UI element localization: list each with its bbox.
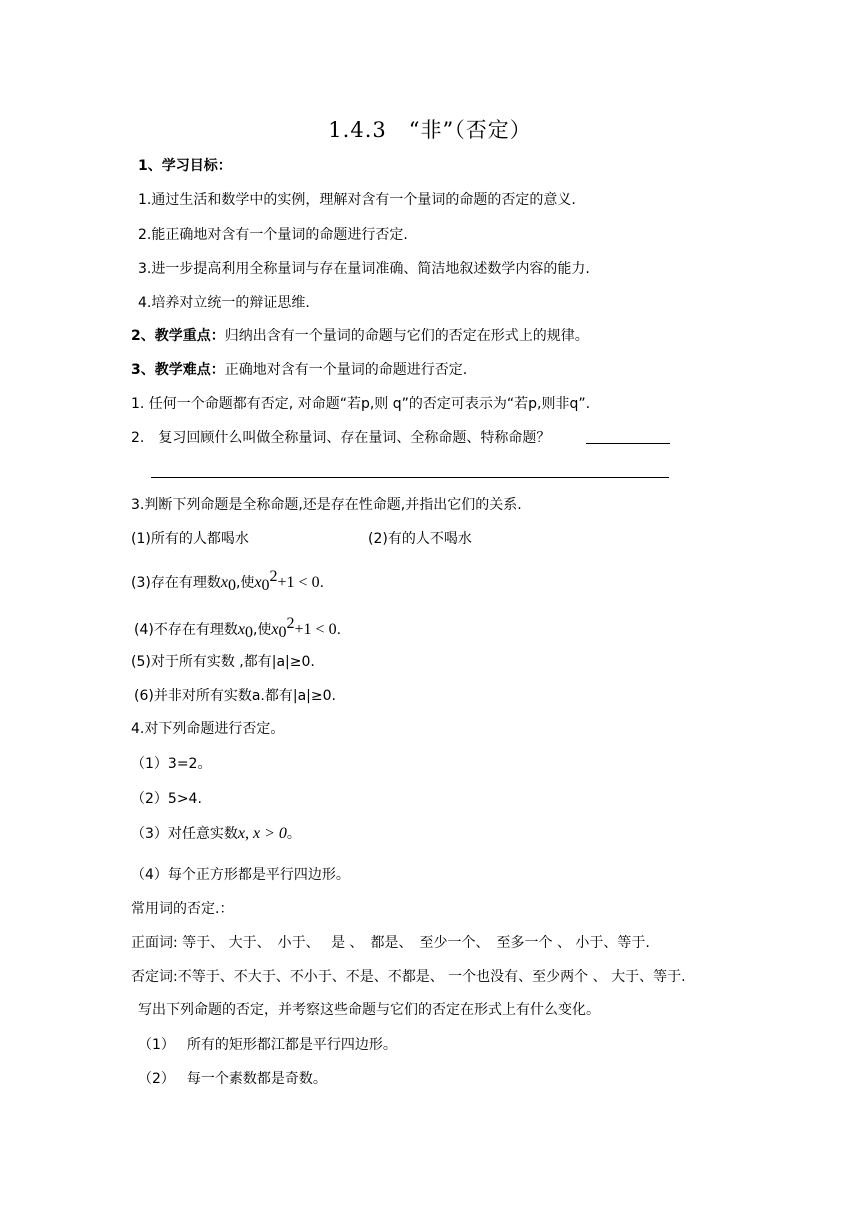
key-point-text: 归纳出含有一个量词的命题与它们的否定在形式上的规律。 [224,328,589,344]
objective-item: 3.进一步提高利用全称量词与存在量词准确、简洁地叙述数学内容的能力. [138,261,590,277]
difficulty-label: 3、教学难点： [131,362,225,378]
q3-item-2: (2)有的人不喝水 [368,531,472,547]
exercise-item-1: （1） 所有的矩形都江都是平行四边形。 [138,1037,397,1053]
q4-item-1: （1）3=2。 [131,756,212,772]
key-point [131,326,589,346]
q3-item-5: (5)对于所有实数 ,都有|a|≥0. [131,654,315,670]
common-words-heading: 常用词的否定.： [131,901,234,917]
objectives-heading: 1、学习目标： [138,158,232,174]
objective-item: 4.培养对立统一的辩证思维. [138,295,310,311]
difficulty-text: 正确地对含有一个量词的命题进行否定. [224,362,468,378]
answer-blank-line [586,443,670,444]
answer-blank-line [151,477,669,478]
page-title: 1.4.3 “非”（否定） [328,118,532,142]
q4-item-2: （2）5>4. [131,791,202,807]
difficulty [131,360,467,380]
q3-item-6: (6)并非对所有实数a.都有|a|≥0. [134,688,336,704]
q3-item-1: (1)所有的人都喝水 [131,531,249,547]
exercise-item-2: （2） 每一个素数都是奇数。 [138,1071,327,1087]
positive-words: 正面词: 等于、 大于、 小于、 是 、 都是、 至少一个、 至多一个 、 小于、等于. [131,935,650,951]
exercise-intro: 写出下列命题的否定，并考察这些命题与它们的否定在形式上有什么变化。 [138,1002,600,1018]
objective-item: 2.能正确地对含有一个量词的命题进行否定. [138,227,408,243]
objective-item: 1.通过生活和数学中的实例，理解对含有一个量词的命题的否定的意义. [138,192,576,208]
question-1: 1. 任何一个命题都有否定, 对命题“若p,则 q”的否定可表示为“若p,则非q”. [131,396,591,412]
q4-item-4: （4）每个正方形都是平行四边形。 [131,867,350,883]
q4-item-3: （3）对任意实数x, x > 0。 [131,825,301,842]
question-2: 2. 复习回顾什么叫做全称量词、存在量词、全称命题、特称命题？ [131,430,551,446]
q3-item-3: (3)存在有理数$x_0$,使$x_0^2+1 < 0$. [131,568,325,594]
key-point-label: 2、教学重点： [131,328,225,344]
question-3-heading: 3.判断下列命题是全称命题,还是存在性命题,并指出它们的关系. [131,497,522,513]
question-4-heading: 4.对下列命题进行否定。 [131,721,285,737]
negative-words: 否定词:不等于、不大于、不小于、不是、不都是、 一个也没有、至少两个 、 大于、等于. [131,969,686,985]
q3-item-4: (4)不存在有理数$x_0$,使$x_0^2+1 < 0$. [134,615,342,641]
